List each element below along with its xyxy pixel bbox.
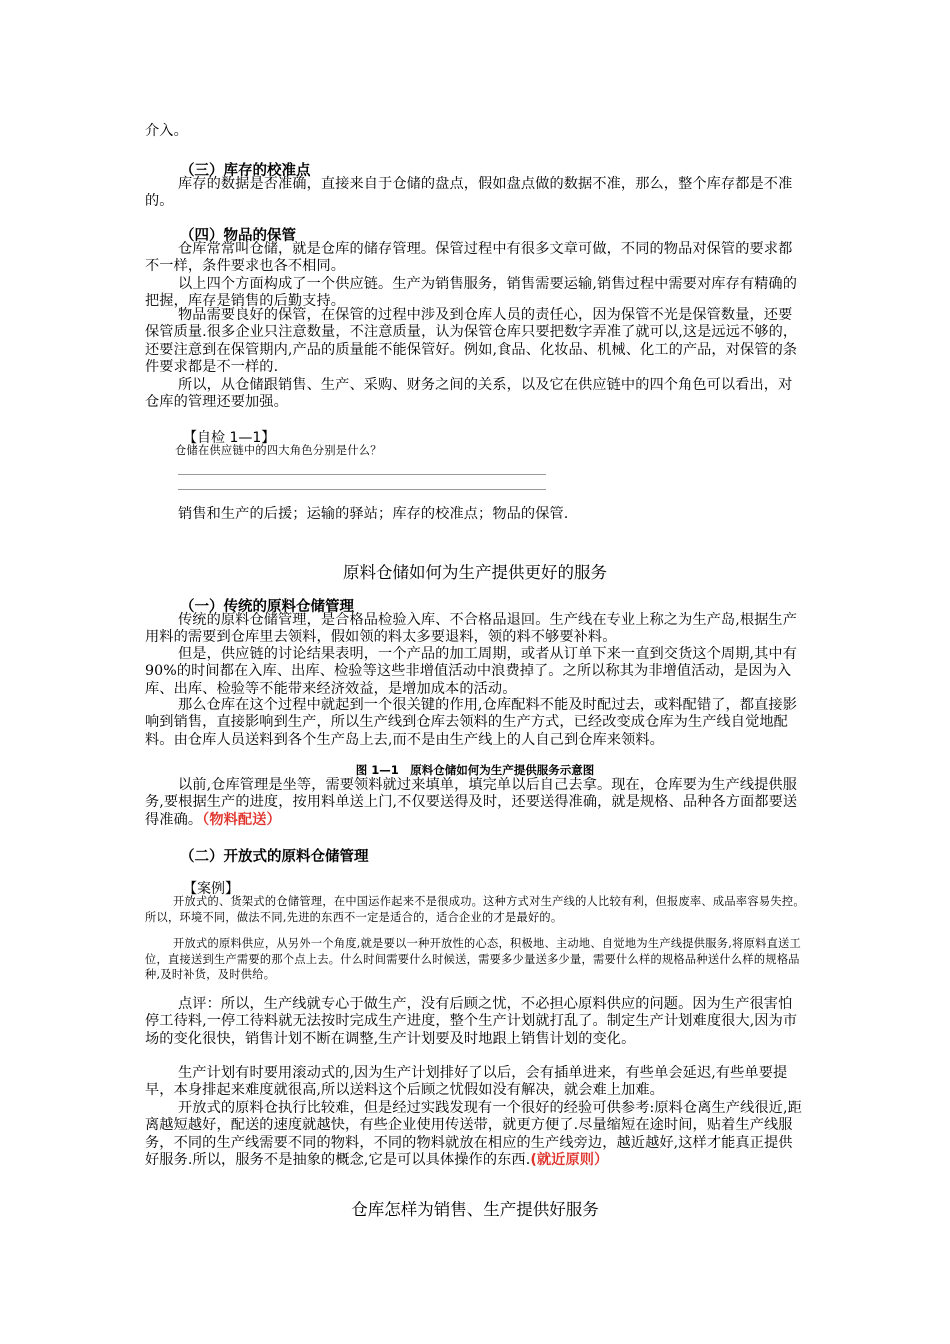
case-paragraph: 开放式的、货架式的仓储管理，在中国运作起来不是很成功。这种方式对生产线的人比较有利，但报废率、成品率容易失控。所以，环境不同，做法不同,先进的东西不一定是适合的，适合企业的才是最好的。: [145, 895, 805, 924]
paragraph: 所以，从仓储跟销售、生产、采购、财务之间的关系，以及它在供应链中的四个角色可以看出，对仓库的管理还要加强。: [145, 377, 793, 411]
section-heading-traditional: （一）传统的原料仓储管理: [180, 599, 354, 615]
tag-proximity-principle: (就近原则）: [530, 1151, 609, 1168]
paragraph: 那么仓库在这个过程中就起到一个很关键的作用,仓库配料不能及时配过去，或料配错了，都直接影响到销售，直接影响到生产，所以生产线到仓库去领料的生产方式，已经改变成仓库为生产线自觉地配料。由仓库人员送料到各个生产岛上去,而不是由生产线上的人自己到仓库来领料。: [145, 697, 797, 748]
section-heading-goods-storage: （四）物品的保管: [180, 228, 296, 244]
section-heading-inventory-calibration: （三）库存的校准点: [180, 163, 311, 179]
comment-paragraph: 点评：所以，生产线就专心于做生产，没有后顾之忧，不必担心原料供应的问题。因为生产很害怕停工待料,一停工待料就无法按时完成生产进度，整个生产计划就打乱了。制定生产计划难度很大,因为市场的变化很快，销售计划不断在调整,生产计划要及时地跟上销售计划的变化。: [145, 996, 798, 1047]
case-paragraph: 开放式的原料供应，从另外一个角度,就是要以一种开放性的心态，积极地、主动地、自觉地为生产线提供服务,将原料直送工位，直接送到生产需要的那个点上去。什么时间需要什么时候送，需要多少量送多少量，需要什么样的规格品种送什么样的规格品种,及时补货，及时供给。: [145, 937, 802, 982]
figure-caption: 图 1—1 原料仓储如何为生产提供服务示意图: [355, 763, 595, 777]
section-title-warehouse-service: 仓库怎样为销售、生产提供好服务: [351, 1200, 599, 1219]
paragraph: 传统的原料仓储管理，是合格品检验入库、不合格品退回。生产线在专业上称之为生产岛,根据生产用料的需要到仓库里去领料，假如领的料太多要退料，领的料不够要补料。: [145, 612, 797, 646]
self-check-label: 【自检 1—1】: [183, 430, 276, 446]
section-heading-open-storage: （二）开放式的原料仓储管理: [180, 849, 369, 865]
section-title-raw-material: 原料仓储如何为生产提供更好的服务: [343, 563, 607, 582]
paragraph: [145, 1100, 805, 1169]
intro-tail-text: 介入。: [145, 123, 188, 139]
comment-paragraph: 生产计划有时要用滚动式的,因为生产计划排好了以后，会有插单进来，有些单会延迟,有些单要提早，本身排起来难度就很高,所以送料这个后顾之忧假如没有解决，就会难上加难。: [145, 1065, 788, 1099]
paragraph: 物品需要良好的保管，在保管的过程中涉及到仓库人员的责任心，因为保管不光是保管数量，还要保管质量.很多企业只注意数量，不注意质量，认为保管仓库只要把数字弄准了就可以,这是远远不够的，还要注意到在保管期内,产品的质量能不能保管好。例如,食品、化妆品、机械、化工的产品，对保管的条件要求都是不一样的.: [145, 307, 798, 375]
self-check-question: 仓储在供应链中的四大角色分别是什么？: [175, 444, 382, 457]
paragraph: [145, 777, 805, 829]
self-check-answer: 销售和生产的后援；运输的驿站；库存的校准点；物品的保管.: [178, 506, 569, 522]
paragraph: 仓库常常叫仓储，就是仓库的储存管理。保管过程中有很多文章可做，不同的物品对保管的要求都不一样，条件要求也各不相同。: [145, 241, 793, 275]
answer-line: [178, 489, 546, 490]
paragraph: 但是，供应链的讨论结果表明，一个产品的加工周期，或者从订单下来一直到交货这个周期,其中有90%的时间都在入库、出库、检验等这些非增值活动中浪费掉了。之所以称其为非增值活动，是因为入库、出库、检验等不能带来经济效益，是增加成本的活动。: [145, 646, 797, 697]
paragraph-text: 开放式的原料仓执行比较难，但是经过实践发现有一个很好的经验可供参考:原料仓离生产线很近,距离越短越好，配送的速度就越快，有些企业使用传送带，就更方便了.尽量缩短在途时间，贴着生产线服务，不同的生产线需要不同的物料，不同的物料就放在相应的生产线旁边，越近越好,这样才能真正提供好服务.所以，服务不是抽象的概念,它是可以具体操作的东西.: [145, 1100, 802, 1168]
tag-material-delivery: （物料配送）: [202, 811, 281, 828]
paragraph: 以上四个方面构成了一个供应链。生产为销售服务，销售需要运输,销售过程中需要对库存有精确的把握，库存是销售的后勤支持。: [145, 276, 797, 310]
case-label: 【案例】: [183, 881, 239, 897]
paragraph-text: 以前,仓库管理是坐等，需要领料就过来填单，填完单以后自己去拿。现在，仓库要为生产线提供服务,要根据生产的进度，按用料单送上门,不仅要送得及时，还要送得准确，就是规格、品种各方面都要送得准确。: [145, 777, 798, 828]
answer-line: [178, 474, 546, 475]
paragraph: 库存的数据是否准确，直接来自于仓储的盘点，假如盘点做的数据不准，那么，整个库存都是不准的。: [145, 176, 793, 210]
